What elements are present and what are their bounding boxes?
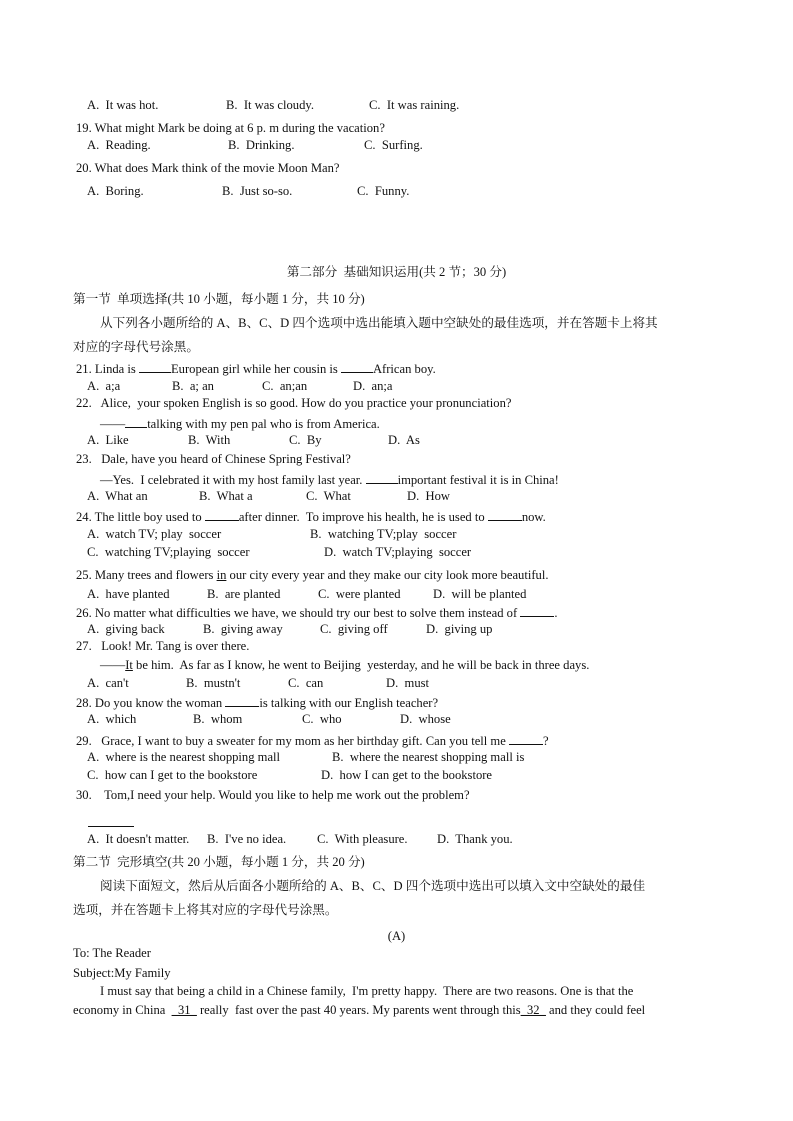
q20-stem: 20. What does Mark think of the movie Moon Man? xyxy=(76,161,340,175)
q26-option-d: D. giving up xyxy=(426,622,493,636)
q19-option-b: B. Drinking. xyxy=(228,138,295,152)
q25-option-c: C. were planted xyxy=(318,587,401,601)
q20-option-b: B. Just so-so. xyxy=(222,184,293,198)
passage-to: To: The Reader xyxy=(73,946,151,960)
q23-option-c: C. What xyxy=(306,489,351,503)
passage-paragraph-line2: economy in China _31_ really fast over the past 40 years. My parents went through this_32_ and they could feel xyxy=(73,1003,646,1017)
q25-stem: 25. Many trees and flowers in our city every year and they make our city look more beautiful. xyxy=(76,568,549,582)
q22-option-c: C. By xyxy=(289,433,322,447)
q18-option-a: A. It was hot. xyxy=(87,98,159,112)
q26-option-c: C. giving off xyxy=(320,622,388,636)
q25-option-b: B. are planted xyxy=(207,587,281,601)
section1-title: 第一节 单项选择(共 10 小题，每小题 1 分，共 10 分) xyxy=(73,292,365,306)
q22-option-b: B. With xyxy=(188,433,231,447)
q21-stem: 21. Linda is European girl while her cousin is African boy. xyxy=(76,358,436,378)
q23-stem: 23. Dale, have you heard of Chinese Spring Festival? xyxy=(76,452,351,466)
q19-stem: 19. What might Mark be doing at 6 p. m during the vacation? xyxy=(76,121,385,135)
q28-option-a: A. which xyxy=(87,712,137,726)
q28-option-c: C. who xyxy=(302,712,342,726)
q22-response: —— talking with my pen pal who is from America. xyxy=(100,413,380,433)
q29-blank xyxy=(509,730,543,745)
q23-option-b: B. What a xyxy=(199,489,253,503)
q23-blank xyxy=(366,469,398,484)
q24-option-b: B. watching TV;play soccer xyxy=(310,527,457,541)
q23-option-a: A. What an xyxy=(87,489,148,503)
q28-blank xyxy=(225,692,259,707)
q30-option-b: B. I've no idea. xyxy=(207,832,287,846)
q27-option-a: A. can't xyxy=(87,676,129,690)
q27-option-d: D. must xyxy=(386,676,430,690)
section2-instructions-line2: 选项，并在答题卡上将其对应的字母代号涂黑。 xyxy=(73,903,338,917)
q26-option-b: B. giving away xyxy=(203,622,283,636)
q24-option-c: C. watching TV;playing soccer xyxy=(87,545,250,559)
section1-instructions-line2: 对应的字母代号涂黑。 xyxy=(73,340,199,354)
q29-option-d: D. how I can get to the bookstore xyxy=(321,768,493,782)
q22-blank xyxy=(125,413,147,428)
q23-option-d: D. How xyxy=(407,489,451,503)
q24-stem: 24. The little boy used to after dinner. To improve his health, he is used to now. xyxy=(76,506,546,526)
q27-response: ——It be him. As far as I know, he went to Beijing yesterday, and he will be back in three days. xyxy=(100,658,590,672)
passage-paragraph-line1: I must say that being a child in a Chinese family, I'm pretty happy. There are two reasons. One is that the xyxy=(100,984,634,998)
section1-instructions-line1: 从下列各小题所给的 A、B、C、D 四个选项中选出能填入题中空缺处的最佳选项，并在答题卡上将其 xyxy=(100,316,658,330)
q20-option-a: A. Boring. xyxy=(87,184,144,198)
q30-option-d: D. Thank you. xyxy=(437,832,513,846)
q21-option-c: C. an;an xyxy=(262,379,308,393)
q21-option-b: B. a; an xyxy=(172,379,214,393)
q22-option-d: D. As xyxy=(388,433,420,447)
q29-stem: 29. Grace, I want to buy a sweater for my mom as her birthday gift. Can you tell me ? xyxy=(76,730,549,750)
q28-option-b: B. whom xyxy=(193,712,243,726)
q27-option-b: B. mustn't xyxy=(186,676,241,690)
q18-option-c: C. It was raining. xyxy=(369,98,460,112)
q30-option-a: A. It doesn't matter. xyxy=(87,832,190,846)
passage-blank-31: _31_ xyxy=(171,1003,197,1017)
q26-blank xyxy=(520,602,554,617)
q25-option-d: D. will be planted xyxy=(433,587,527,601)
q24-blank-1 xyxy=(205,506,239,521)
passage-blank-32: _32_ xyxy=(520,1003,546,1017)
q26-stem: 26. No matter what difficulties we have, we should try our best to solve them instead of . xyxy=(76,602,557,622)
part2-title: 第二部分 基础知识运用(共 2 节；30 分) xyxy=(286,265,507,279)
q24-option-d: D. watch TV;playing soccer xyxy=(324,545,472,559)
section2-title: 第二节 完形填空(共 20 小题，每小题 1 分，共 20 分) xyxy=(73,855,365,869)
q21-blank-1 xyxy=(139,358,171,373)
q19-option-a: A. Reading. xyxy=(87,138,151,152)
q29-option-c: C. how can I get to the bookstore xyxy=(87,768,258,782)
passage-subject: Subject:My Family xyxy=(73,966,171,980)
q25-option-a: A. have planted xyxy=(87,587,170,601)
q20-option-c: C. Funny. xyxy=(357,184,410,198)
section2-instructions-line1: 阅读下面短文，然后从后面各小题所给的 A、B、C、D 四个选项中选出可以填入文中空缺处的最佳 xyxy=(100,879,646,893)
q30-stem: 30. Tom,I need your help. Would you like to help me work out the problem? xyxy=(76,788,470,802)
passage-label: (A) xyxy=(387,929,406,943)
q27-option-c: C. can xyxy=(288,676,324,690)
q24-blank-2 xyxy=(488,506,522,521)
q22-option-a: A. Like xyxy=(87,433,129,447)
q29-option-a: A. where is the nearest shopping mall xyxy=(87,750,281,764)
q28-option-d: D. whose xyxy=(400,712,451,726)
q21-blank-2 xyxy=(341,358,373,373)
q24-option-a: A. watch TV; play soccer xyxy=(87,527,222,541)
q21-option-a: A. a;a xyxy=(87,379,121,393)
q23-response: —Yes. I celebrated it with my host family last year. important festival it is in China! xyxy=(100,469,559,489)
q26-option-a: A. giving back xyxy=(87,622,165,636)
q19-option-c: C. Surfing. xyxy=(364,138,423,152)
q22-stem: 22. Alice, your spoken English is so good. How do you practice your pronunciation? xyxy=(76,396,512,410)
q27-stem: 27. Look! Mr. Tang is over there. xyxy=(76,639,250,653)
q30-blank xyxy=(88,812,134,827)
q30-option-c: C. With pleasure. xyxy=(317,832,408,846)
q21-option-d: D. an;a xyxy=(353,379,393,393)
q28-stem: 28. Do you know the woman is talking with our English teacher? xyxy=(76,692,438,712)
q29-option-b: B. where the nearest shopping mall is xyxy=(332,750,525,764)
q18-option-b: B. It was cloudy. xyxy=(226,98,315,112)
